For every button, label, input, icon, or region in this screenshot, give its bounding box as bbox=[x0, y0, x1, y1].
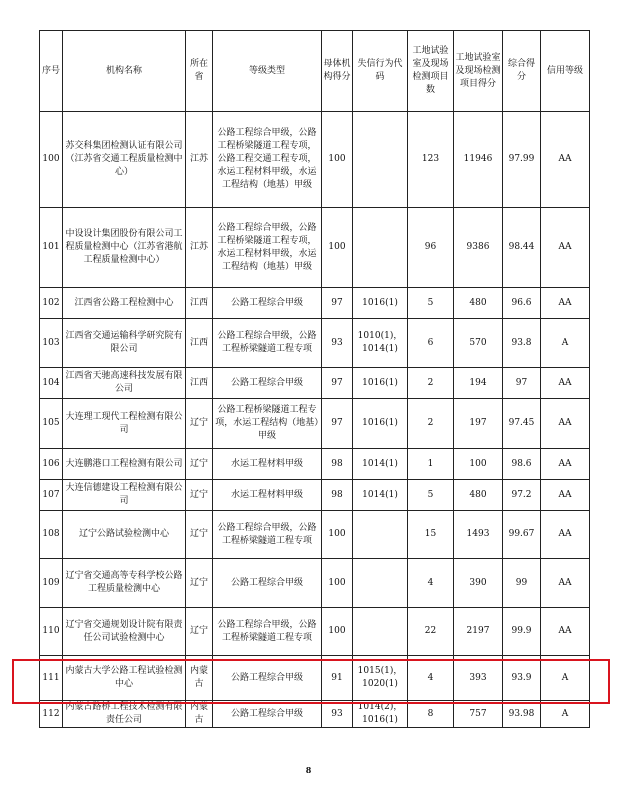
site-score: 390 bbox=[454, 559, 503, 608]
row-no: 112 bbox=[40, 701, 63, 728]
row-no: 102 bbox=[40, 288, 63, 319]
total-score: 97.2 bbox=[503, 480, 541, 511]
table-row bbox=[40, 288, 590, 319]
table-row bbox=[40, 112, 590, 208]
table-row bbox=[40, 368, 590, 399]
header-province: 所在省 bbox=[186, 31, 213, 112]
total-score: 93.98 bbox=[503, 701, 541, 728]
site-count: 123 bbox=[408, 112, 454, 208]
province: 内蒙古 bbox=[186, 656, 213, 701]
header-code: 失信行为代码 bbox=[353, 31, 408, 112]
table-row bbox=[40, 608, 590, 656]
org-name: 大连信德建设工程检测有限公司 bbox=[63, 480, 186, 511]
dishonest-code bbox=[353, 608, 408, 656]
parent-score: 93 bbox=[322, 319, 353, 368]
table-row bbox=[40, 399, 590, 449]
credit-grade: A bbox=[541, 319, 590, 368]
table-row bbox=[40, 559, 590, 608]
org-name: 内蒙古路桥工程技术检测有限责任公司 bbox=[63, 701, 186, 728]
org-name: 辽宁省交通规划设计院有限责任公司试验检测中心 bbox=[63, 608, 186, 656]
total-score: 97.99 bbox=[503, 112, 541, 208]
parent-score: 97 bbox=[322, 288, 353, 319]
parent-score: 100 bbox=[322, 208, 353, 288]
province: 辽宁 bbox=[186, 559, 213, 608]
org-name: 江西省交通运输科学研究院有限公司 bbox=[63, 319, 186, 368]
table-row bbox=[40, 480, 590, 511]
credit-grade: AA bbox=[541, 399, 590, 449]
site-score: 197 bbox=[454, 399, 503, 449]
site-count: 4 bbox=[408, 559, 454, 608]
header-parent-score: 母体机构得分 bbox=[322, 31, 353, 112]
header-total: 综合得分 bbox=[503, 31, 541, 112]
site-score: 11946 bbox=[454, 112, 503, 208]
row-no: 110 bbox=[40, 608, 63, 656]
dishonest-code: 1016(1) bbox=[353, 399, 408, 449]
parent-score: 98 bbox=[322, 449, 353, 480]
total-score: 99.67 bbox=[503, 511, 541, 559]
org-name: 苏交科集团检测认证有限公司（江苏省交通工程质量检测中心） bbox=[63, 112, 186, 208]
row-no: 103 bbox=[40, 319, 63, 368]
site-score: 2197 bbox=[454, 608, 503, 656]
site-count: 22 bbox=[408, 608, 454, 656]
province: 内蒙古 bbox=[186, 701, 213, 728]
site-count: 96 bbox=[408, 208, 454, 288]
site-score: 100 bbox=[454, 449, 503, 480]
dishonest-code bbox=[353, 112, 408, 208]
row-no: 108 bbox=[40, 511, 63, 559]
table-row bbox=[40, 319, 590, 368]
level-type: 公路工程综合甲级 bbox=[213, 559, 322, 608]
credit-grade: AA bbox=[541, 112, 590, 208]
total-score: 97.45 bbox=[503, 399, 541, 449]
row-no: 111 bbox=[40, 656, 63, 701]
credit-grade: AA bbox=[541, 288, 590, 319]
parent-score: 98 bbox=[322, 480, 353, 511]
table-row bbox=[40, 701, 590, 728]
credit-grade: AA bbox=[541, 511, 590, 559]
site-score: 1493 bbox=[454, 511, 503, 559]
site-count: 5 bbox=[408, 288, 454, 319]
province: 辽宁 bbox=[186, 449, 213, 480]
level-type: 公路工程桥梁隧道工程专项，水运工程结构（地基）甲级 bbox=[213, 399, 322, 449]
org-name: 内蒙古大学公路工程试验检测中心 bbox=[63, 656, 186, 701]
level-type: 公路工程综合甲级 bbox=[213, 656, 322, 701]
total-score: 96.6 bbox=[503, 288, 541, 319]
org-name: 江西省公路工程检测中心 bbox=[63, 288, 186, 319]
province: 辽宁 bbox=[186, 399, 213, 449]
parent-score: 100 bbox=[322, 112, 353, 208]
org-name: 中设设计集团股份有限公司工程质量检测中心（江苏省港航工程质量检测中心） bbox=[63, 208, 186, 288]
row-no: 107 bbox=[40, 480, 63, 511]
credit-grade: A bbox=[541, 701, 590, 728]
row-no: 105 bbox=[40, 399, 63, 449]
dishonest-code: 1010(1)，1014(1) bbox=[353, 319, 408, 368]
site-count: 6 bbox=[408, 319, 454, 368]
org-name: 辽宁公路试验检测中心 bbox=[63, 511, 186, 559]
parent-score: 100 bbox=[322, 511, 353, 559]
total-score: 93.8 bbox=[503, 319, 541, 368]
level-type: 公路工程综合甲级，公路工程桥梁隧道工程专项，公路工程交通工程专项，水运工程材料甲级，水运工程结构（地基）甲级 bbox=[213, 112, 322, 208]
site-score: 9386 bbox=[454, 208, 503, 288]
level-type: 公路工程综合甲级 bbox=[213, 368, 322, 399]
header-site-count: 工地试验室及现场检测项目数 bbox=[408, 31, 454, 112]
level-type: 公路工程综合甲级，公路工程桥梁隧道工程专项 bbox=[213, 511, 322, 559]
parent-score: 100 bbox=[322, 559, 353, 608]
site-count: 8 bbox=[408, 701, 454, 728]
org-name: 大连理工现代工程检测有限公司 bbox=[63, 399, 186, 449]
site-count: 1 bbox=[408, 449, 454, 480]
table-row bbox=[40, 208, 590, 288]
total-score: 97 bbox=[503, 368, 541, 399]
total-score: 93.9 bbox=[503, 656, 541, 701]
site-score: 480 bbox=[454, 480, 503, 511]
dishonest-code: 1015(1)，1020(1) bbox=[353, 656, 408, 701]
credit-grade: AA bbox=[541, 449, 590, 480]
credit-grade: AA bbox=[541, 480, 590, 511]
site-count: 4 bbox=[408, 656, 454, 701]
level-type: 水运工程材料甲级 bbox=[213, 449, 322, 480]
dishonest-code bbox=[353, 208, 408, 288]
row-no: 109 bbox=[40, 559, 63, 608]
parent-score: 91 bbox=[322, 656, 353, 701]
table-row bbox=[40, 449, 590, 480]
level-type: 公路工程综合甲级，公路工程桥梁隧道工程专项，水运工程材料甲级，水运工程结构（地基）甲级 bbox=[213, 208, 322, 288]
org-name: 江西省天驰高速科技发展有限公司 bbox=[63, 368, 186, 399]
parent-score: 97 bbox=[322, 368, 353, 399]
site-score: 570 bbox=[454, 319, 503, 368]
province: 江西 bbox=[186, 288, 213, 319]
dishonest-code: 1014(2)，1016(1) bbox=[353, 701, 408, 728]
parent-score: 93 bbox=[322, 701, 353, 728]
level-type: 公路工程综合甲级，公路工程桥梁隧道工程专项 bbox=[213, 608, 322, 656]
header-grade: 信用等级 bbox=[541, 31, 590, 112]
level-type: 公路工程综合甲级 bbox=[213, 288, 322, 319]
table-row bbox=[40, 656, 590, 701]
dishonest-code bbox=[353, 511, 408, 559]
total-score: 98.44 bbox=[503, 208, 541, 288]
row-no: 106 bbox=[40, 449, 63, 480]
row-no: 100 bbox=[40, 112, 63, 208]
province: 辽宁 bbox=[186, 480, 213, 511]
row-no: 104 bbox=[40, 368, 63, 399]
site-score: 480 bbox=[454, 288, 503, 319]
total-score: 98.6 bbox=[503, 449, 541, 480]
parent-score: 100 bbox=[322, 608, 353, 656]
province: 辽宁 bbox=[186, 511, 213, 559]
parent-score: 97 bbox=[322, 399, 353, 449]
credit-grade: AA bbox=[541, 608, 590, 656]
header-site-score: 工地试验室及现场检测项目得分 bbox=[454, 31, 503, 112]
level-type: 水运工程材料甲级 bbox=[213, 480, 322, 511]
site-score: 757 bbox=[454, 701, 503, 728]
total-score: 99 bbox=[503, 559, 541, 608]
dishonest-code: 1014(1) bbox=[353, 480, 408, 511]
total-score: 99.9 bbox=[503, 608, 541, 656]
credit-grade: AA bbox=[541, 208, 590, 288]
site-score: 393 bbox=[454, 656, 503, 701]
province: 辽宁 bbox=[186, 608, 213, 656]
credit-grade: A bbox=[541, 656, 590, 701]
site-count: 2 bbox=[408, 399, 454, 449]
dishonest-code bbox=[353, 559, 408, 608]
org-name: 大连鹏港口工程检测有限公司 bbox=[63, 449, 186, 480]
level-type: 公路工程综合甲级，公路工程桥梁隧道工程专项 bbox=[213, 319, 322, 368]
province: 江西 bbox=[186, 368, 213, 399]
header-no: 序号 bbox=[40, 31, 63, 112]
credit-grade: AA bbox=[541, 559, 590, 608]
site-count: 5 bbox=[408, 480, 454, 511]
dishonest-code: 1016(1) bbox=[353, 368, 408, 399]
site-count: 15 bbox=[408, 511, 454, 559]
credit-grade: AA bbox=[541, 368, 590, 399]
header-name: 机构名称 bbox=[63, 31, 186, 112]
province: 江苏 bbox=[186, 112, 213, 208]
province: 江苏 bbox=[186, 208, 213, 288]
dishonest-code: 1016(1) bbox=[353, 288, 408, 319]
site-score: 194 bbox=[454, 368, 503, 399]
org-name: 辽宁省交通高等专科学校公路工程质量检测中心 bbox=[63, 559, 186, 608]
credit-table bbox=[39, 30, 590, 728]
province: 江西 bbox=[186, 319, 213, 368]
header-level: 等级类型 bbox=[213, 31, 322, 112]
site-count: 2 bbox=[408, 368, 454, 399]
table-row bbox=[40, 511, 590, 559]
row-no: 101 bbox=[40, 208, 63, 288]
dishonest-code: 1014(1) bbox=[353, 449, 408, 480]
page-number: 8 bbox=[305, 765, 312, 775]
level-type: 公路工程综合甲级 bbox=[213, 701, 322, 728]
header-row bbox=[40, 31, 590, 112]
